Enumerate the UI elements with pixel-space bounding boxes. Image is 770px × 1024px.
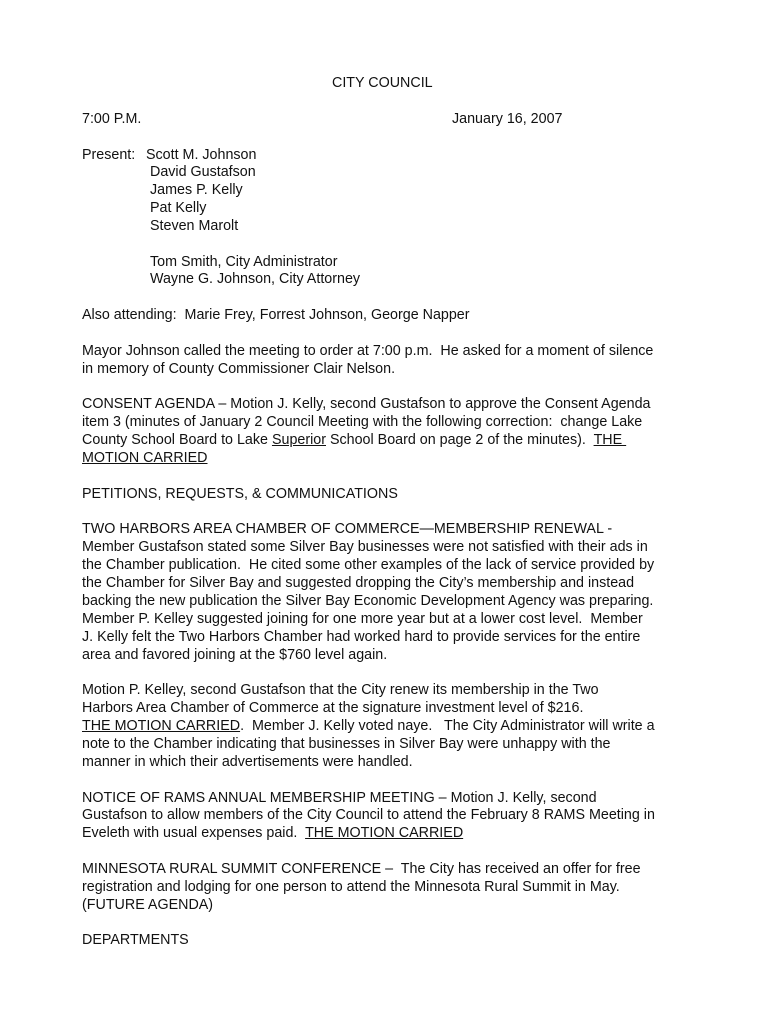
motion-carried-underlined: THE MOTION CARRIED xyxy=(305,825,464,841)
call-to-order-line: Mayor Johnson called the meeting to order at 7:00 p.m. He asked for a moment of silence xyxy=(82,343,654,359)
consent-agenda-line: CONSENT AGENDA – Motion J. Kelly, second Gustafson to approve the Consent Agenda xyxy=(82,396,651,412)
chamber-paragraph-line: Member Gustafson stated some Silver Bay businesses were not satisfied with their ads in xyxy=(82,539,648,555)
superior-underlined: Superior xyxy=(271,432,326,448)
chamber-motion-text: . Member J. Kelly voted naye. The City Administrator will write a xyxy=(240,718,655,734)
rams-text: Eveleth with usual expenses paid. xyxy=(82,825,306,841)
chamber-paragraph-line: Member P. Kelley suggested joining for one more year but at a lower cost level. Member xyxy=(82,611,643,627)
chamber-paragraph-line: J. Kelly felt the Two Harbors Chamber had worked hard to provide services for the entire xyxy=(82,629,641,645)
summit-paragraph-line: (FUTURE AGENDA) xyxy=(82,897,214,913)
section-heading-petitions: PETITIONS, REQUESTS, & COMMUNICATIONS xyxy=(82,486,398,502)
chamber-paragraph-line: the Chamber for Silver Bay and suggested dropping the City’s membership and instead xyxy=(82,575,635,591)
also-attending: Also attending: Marie Frey, Forrest Johnson, George Napper xyxy=(82,307,470,323)
present-member: James P. Kelly xyxy=(150,182,243,198)
meeting-time: 7:00 P.M. xyxy=(82,111,142,127)
consent-agenda-line: item 3 (minutes of January 2 Council Meeting with the following correction: change Lake xyxy=(82,414,643,430)
call-to-order-line: in memory of County Commissioner Clair Nelson. xyxy=(82,361,396,377)
rams-paragraph-line xyxy=(82,825,463,843)
consent-text: School Board on page 2 of the minutes). xyxy=(326,432,594,448)
rams-paragraph-line: NOTICE OF RAMS ANNUAL MEMBERSHIP MEETING – Motion J. Kelly, second xyxy=(82,790,597,806)
present-staff: Wayne G. Johnson, City Attorney xyxy=(150,271,361,287)
present-label: Present: xyxy=(82,147,136,163)
section-heading-departments: DEPARTMENTS xyxy=(82,932,189,948)
motion-carried-underlined: THE xyxy=(593,432,627,448)
motion-carried-underlined: MOTION CARRIED xyxy=(82,450,208,466)
motion-carried-underlined: THE MOTION CARRIED xyxy=(82,718,241,734)
chamber-paragraph-line: backing the new publication the Silver Bay Economic Development Agency was preparing. xyxy=(82,593,654,609)
present-staff: Tom Smith, City Administrator xyxy=(150,254,338,270)
rams-paragraph-line: Gustafson to allow members of the City Council to attend the February 8 RAMS Meeting in xyxy=(82,807,655,823)
chamber-motion-line: Harbors Area Chamber of Commerce at the signature investment level of $216. xyxy=(82,700,584,716)
present-member: Scott M. Johnson xyxy=(146,147,257,163)
summit-paragraph-line: MINNESOTA RURAL SUMMIT CONFERENCE – The City has received an offer for free xyxy=(82,861,641,877)
present-member: David Gustafson xyxy=(150,164,256,180)
summit-paragraph-line: registration and lodging for one person to attend the Minnesota Rural Summit in May. xyxy=(82,879,620,895)
consent-agenda-line xyxy=(82,432,626,450)
chamber-motion-line xyxy=(82,718,655,736)
consent-text: County School Board to Lake xyxy=(82,432,272,448)
present-member: Steven Marolt xyxy=(150,218,239,234)
present-member: Pat Kelly xyxy=(150,200,207,216)
chamber-motion-line: manner in which their advertisements were handled. xyxy=(82,754,413,770)
meeting-date: January 16, 2007 xyxy=(452,111,563,127)
chamber-paragraph-line: area and favored joining at the $760 level again. xyxy=(82,647,388,663)
chamber-paragraph-line: TWO HARBORS AREA CHAMBER OF COMMERCE—MEMBERSHIP RENEWAL - xyxy=(82,521,613,537)
chamber-paragraph-line: the Chamber publication. He cited some other examples of the lack of service provided by xyxy=(82,557,655,573)
chamber-motion-line: note to the Chamber indicating that businesses in Silver Bay were unhappy with the xyxy=(82,736,611,752)
chamber-motion-line: Motion P. Kelley, second Gustafson that the City renew its membership in the Two xyxy=(82,682,599,698)
document-title: CITY COUNCIL xyxy=(332,75,433,91)
